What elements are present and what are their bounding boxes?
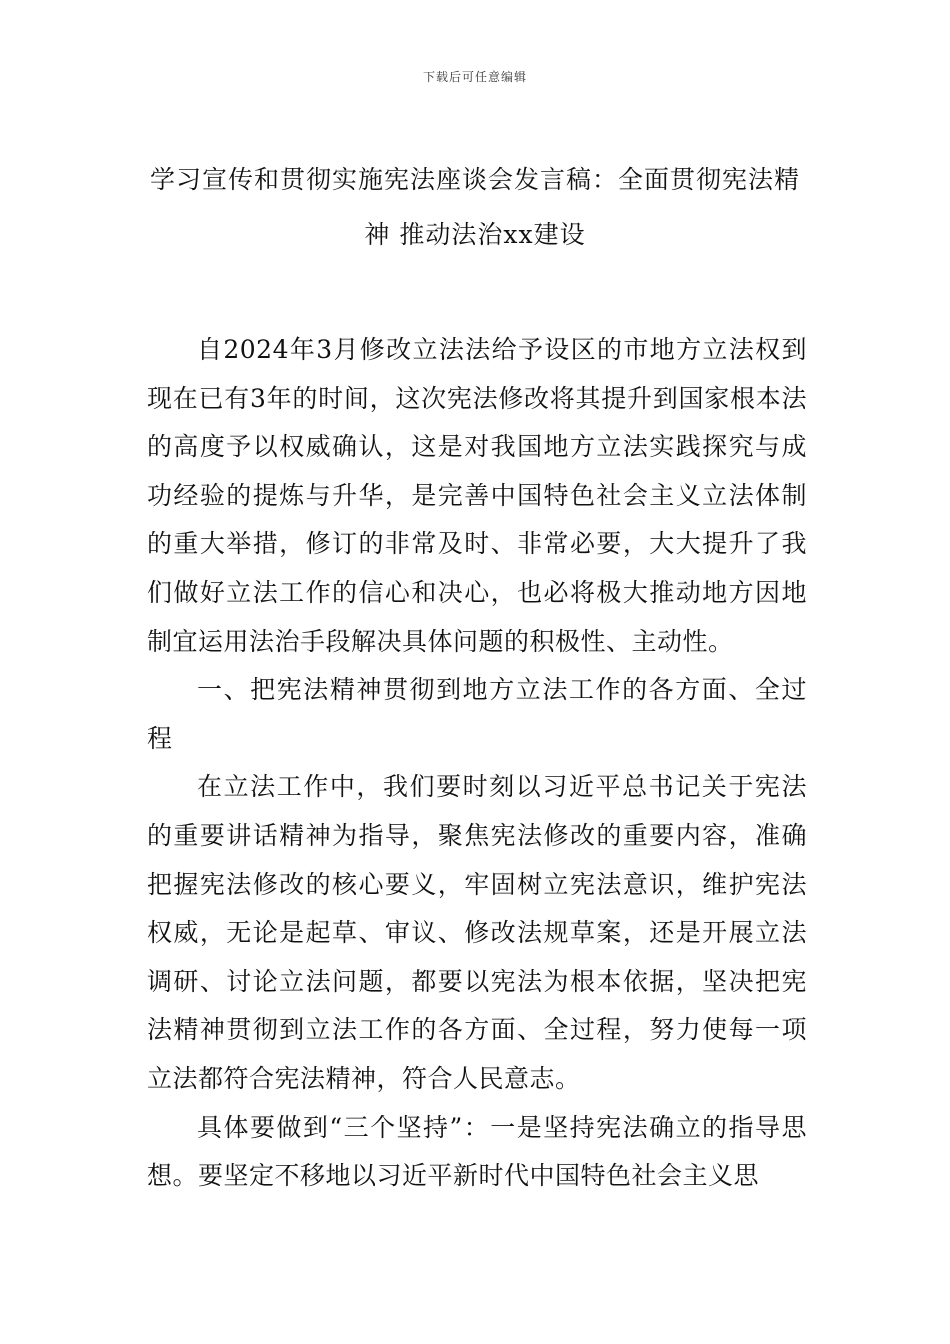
document-title: [130, 152, 820, 262]
title-line-1: 学习宣传和贯彻实施宪法座谈会发言稿：全面贯彻宪法精: [149, 165, 800, 194]
paragraph-three-adherences: 具体要做到“三个坚持”：一是坚持宪法确立的指导思想。要坚定不移地以习近平新时代中国特色社会主义思: [147, 1112, 807, 1191]
paragraph-intro: 自2024年3月修改立法法给予设区的市地方立法权到现在已有3年的时间，这次宪法修改将其提升到国家根本法的高度予以权威确认，这是对我国地方立法实践探究与成功经验的提炼与升华，是完善中国特色社会主义立法体制的重大举措，修订的非常及时、非常必要，大大提升了我们做好立法工作的信心和决心，也必将极大推动地方因地制宜运用法治手段解决具体问题的积极性、主动性。: [147, 335, 807, 656]
document-body: [147, 326, 807, 1201]
header-note: 下载后可任意编辑: [422, 70, 527, 84]
paragraph-section-1: 在立法工作中，我们要时刻以习近平总书记关于宪法的重要讲话精神为指导，聚焦宪法修改的重要内容，准确把握宪法修改的核心要义，牢固树立宪法意识，维护宪法权威，无论是起草、审议、修改法规草案，还是开展立法调研、讨论立法问题，都要以宪法为根本依据，坚决把宪法精神贯彻到立法工作的各方面、全过程，努力使每一项立法都符合宪法精神，符合人民意志。: [147, 772, 807, 1093]
title-line-2: 神 推动法治xx建设: [364, 220, 586, 249]
section-heading-1: 一、把宪法精神贯彻到地方立法工作的各方面、全过程: [147, 675, 807, 753]
